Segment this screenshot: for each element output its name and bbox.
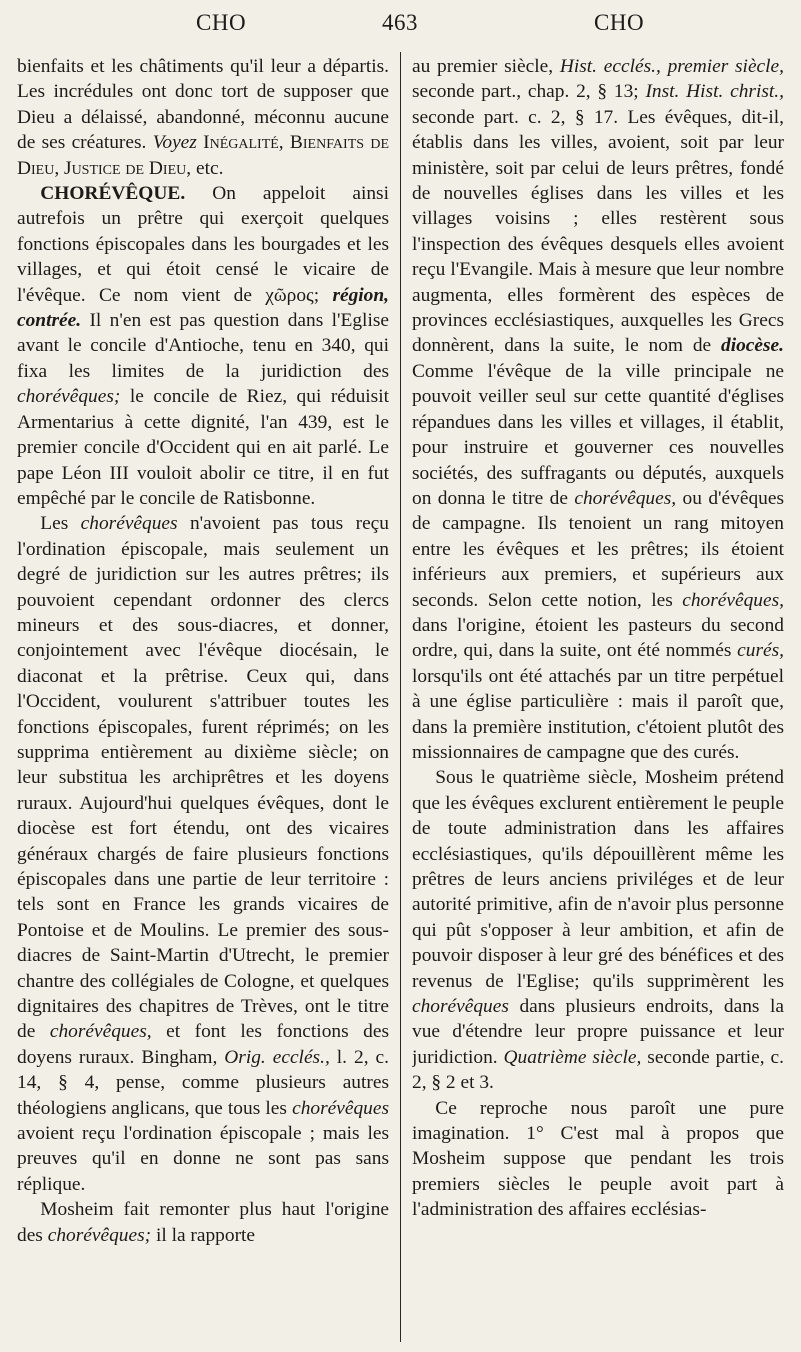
italic-term: diocèse. <box>721 335 784 357</box>
paragraph <box>17 1197 389 1248</box>
paragraph <box>17 511 389 1197</box>
page-number: 463 <box>382 10 418 35</box>
italic-term: chorévêques; <box>47 1224 152 1246</box>
text-run: seconde part. c. 2, § 17. Les évêques, dit-il, établis dans les villes, avoient, soit par leur ministère, soit par celui de leurs prêtres, fondé de nouvelles églises dans les villes et les villages voisins ; elles restèrent sous l'inspection des évêques desquels elles avoient reçu l'Evangile. Mais à mesure que leur nombre augmenta, elles formèrent des espèces de provinces ecclésiastiques, auxquelles les Grecs donnèrent, dans la suite, le nom de <box>412 106 784 357</box>
text-run: l. 2, c. 14, § 4, pense, comme plusieurs autres théologiens anglicans, que tous les <box>17 1046 389 1119</box>
text-run: Ce reproche nous paroît une pure imagination. 1° C'est mal à propos que Mosheim suppose que pendant les trois premiers siècles le peuple avoit part à l'administration des affaires ecclésias- <box>412 1097 784 1221</box>
text-run: ou d'évêques de campagne. Ils tenoient un rang mitoyen entre les évêques et les prêtres; ils étoient inférieurs aux premiers, et supérieurs aux seconds. Selon cette notion, les <box>412 487 784 611</box>
running-head <box>0 4 801 40</box>
italic-term: chorévêques; <box>17 386 121 408</box>
text-run: le concile de Riez, qui réduisit Armentarius à cette dignité, l'an 439, est le premier concile d'Occident qui en ait parlé. Le pape Léon III vouloit abolir ce titre, il en fut empêché par le concile de Ratisbonne. <box>17 386 389 509</box>
right-column <box>412 54 784 1344</box>
cross-reference-label: Voyez <box>152 132 197 154</box>
text-run: seconde part., chap. 2, § 13; <box>412 81 639 103</box>
text-run: seconde partie, c. 2, § 2 et 3. <box>412 1046 784 1094</box>
text-run: Les <box>40 513 69 535</box>
italic-term: chorévêques, <box>574 487 677 509</box>
left-column <box>17 54 389 1344</box>
paragraph <box>17 54 389 181</box>
text-run: n'avoient pas tous reçu l'ordination épiscopale, mais seulement un degré de juridiction sur les autres prêtres; ils pouvoient cependant ordonner des clercs mineurs et des sous-diacres, et donner, conjointement avec l'évêque diocésain, le diaconat et la prêtrise. Ceux qui, dans l'Occident, voulurent s'attribuer toutes les fonctions épiscopales, furent réprimés; on les supprima entièrement au dixième siècle; on leur substitua les archiprêtres et les doyens ruraux. Aujourd'hui quelques évêques, dont le diocèse est fort étendu, ont des vicaires généraux chargés de faire plusieurs fonctions épiscopales dans une partie de leur territoire : tels sont en France les grands vicaires de Pontoise et de Moulins. Le premier des sous-diacres de Saint-Martin d'Utrecht, le premier chantre des collégiales de Cologne, et quelques dignitaires des chapitres de Trèves, ont le titre de <box>17 513 389 1043</box>
text-run: et font les fonctions des doyens ruraux. Bingham, <box>17 1021 389 1068</box>
text-run: il la rapporte <box>155 1224 256 1246</box>
text-run: lorsqu'ils ont été attachés par un titre perpétuel à une église particulière : mais il paroît que, dans la première institution, c'étoient plutôt des missionnaires de campagne que des curés. <box>412 665 784 763</box>
column-divider <box>400 52 401 1342</box>
citation: Orig. ecclés., <box>224 1046 330 1068</box>
greek-gloss: région, contrée. <box>17 284 389 332</box>
text-run: avoient reçu l'ordination épiscopale ; mais les preuves qu'il en donne ne sont pas sans réplique. <box>17 1123 389 1195</box>
text-run: au premier siècle, <box>412 56 554 77</box>
text-run: etc. <box>195 157 224 179</box>
italic-term: chorévêques, <box>49 1021 152 1043</box>
text-run: dans plusieurs endroits, dans la vue d'étendre leur propre puissance et leur juridiction. <box>412 996 784 1068</box>
text-run: Il n'en est pas question dans l'Eglise avant le concile d'Antioche, tenu en 340, qui fixa les limites de la juridiction des <box>17 310 389 382</box>
paragraph <box>412 1096 784 1223</box>
italic-term: chorévêques <box>412 996 509 1018</box>
italic-term: chorévêques, <box>682 589 784 611</box>
italic-term: chorévêques <box>80 513 178 535</box>
citation: Quatrième siècle, <box>503 1046 642 1068</box>
text-run: dans l'origine, étoient les pasteurs du second ordre, qui, dans la suite, ont été nommés <box>412 614 784 662</box>
header-right-word: CHO <box>594 10 645 35</box>
text-run: Sous le quatrième siècle, Mosheim prétend que les évêques exclurent entièrement le peuple de toute administration dans les affaires ecclésiastiques, qu'ils dépouillèrent même les prêtres de leurs anciens priviléges et de leur autorité primitive, afin de n'avoir plus personne qui pût s'opposer à leur ambition, et afin de pouvoir disposer à leur gré des bénéfices et des revenus de l'Eglise; qu'ils supprimèrent les <box>412 767 784 992</box>
paragraph <box>412 765 784 1095</box>
paragraph <box>412 54 784 765</box>
entry-headword: CHORÉVÊQUE. <box>40 183 186 205</box>
text-run: On appeloit ainsi autrefois un prêtre qui exerçoit quelques fonctions épiscopales dans les bourgades et les villages, et qui étoit censé le vicaire de l'évêque. Ce nom vient de χῶρος; <box>17 183 389 306</box>
text-run: bienfaits et les châtiments qu'il leur a départis. Les incrédules ont donc tort de supposer que Dieu a délaissé, abandonné, méconnu aucune de ses créatures. <box>17 56 389 154</box>
entry-chorevêque <box>17 181 389 511</box>
citation: Hist. ecclés., premier siècle, <box>559 56 784 77</box>
text-run: Mosheim fait remonter plus haut l'origine des <box>17 1199 389 1246</box>
citation: Inst. Hist. christ., <box>645 81 784 103</box>
italic-term: chorévêques <box>292 1097 389 1119</box>
cross-reference-entries: Inégalité, Bienfaits de Dieu, Justice de Dieu, <box>17 132 389 179</box>
header-left-word: CHO <box>196 10 247 35</box>
text-run: Comme l'évêque de la ville principale ne pouvoit veiller seul sur cette quantité d'églises répandues dans les villes et villages, il établit, pour instruire et gouverner ces nouvelles sociétés, des suffragants ou députés, auxquels on donna le titre de <box>412 360 784 509</box>
italic-term: curés, <box>737 640 784 662</box>
